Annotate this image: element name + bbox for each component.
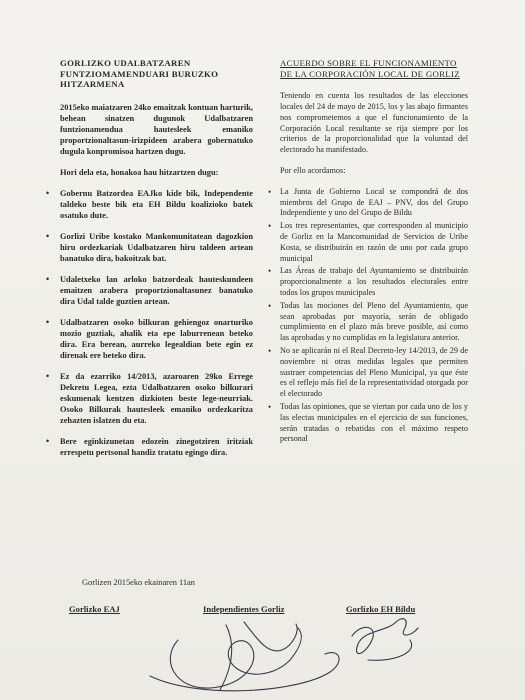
bullet-icon: • [268, 401, 272, 412]
list-item: • Gobernu Batzordea EAJko kide bik, Independente taldeko beste bik eta EH Bildu koalizioko batek osatuko dute. [46, 187, 253, 220]
bullet-icon: • [268, 186, 272, 197]
basque-title: GORLIZKO UDALBATZAREN FUNTZIOMAMENDUARI BURUZKO HITZARMENA [60, 58, 219, 90]
signature-stroke-eaj [170, 628, 301, 688]
bullet-icon: • [46, 370, 50, 381]
list-item: • Las Áreas de trabajo del Ayuntamiento se distribuirán proporcionalmente a los resultados electorales entre todos los grupos municipales [268, 266, 468, 297]
signature-stroke-independientes [220, 622, 297, 690]
list-item: • Todas las mociones del Pleno del Ayuntamiento, que sean aprobadas por mayoría, serán de obligado cumplimiento en el plazo más breve posible, así como las aprobadas y no cumplidas en la legislatura anterior. [268, 300, 468, 343]
signature-stroke-loop [150, 653, 339, 691]
bullet-icon: • [46, 435, 50, 446]
list-item: • Udaletxeko lan arloko batzordeak hauteskundeen emaitzen arabera proportzionaltasunez banatuko dira Udal talde guztien artean. [46, 273, 253, 306]
list-item: • Gorlizi Uribe kostako Mankomunitatean dagozkion hiru ordezkariak Udalbatzaren hiru taldeen artean banatuko dira, bakoitzak bat. [46, 230, 253, 263]
bullet-icon: • [46, 316, 50, 327]
list-item: • Bere eginkizunetan edozein zinegotziren iritziak errespetu pertsonal handiz tratatu egingo dira. [46, 435, 253, 457]
spanish-list [268, 186, 468, 445]
spanish-column [268, 58, 468, 447]
bullet-icon: • [268, 300, 272, 311]
signature-label-bildu: Gorlizko EH Bildu [346, 604, 416, 614]
bullet-icon: • [268, 345, 272, 356]
bullet-icon: • [268, 221, 272, 232]
list-item: • Ez da ezarriko 14/2013, azaroaren 29ko Errege Dekretu Legea, ezta Udalbatzaren osoko bilkurari eskumenak kentzen dizkioten beste lege-neurriak. Osoko Bilkurak hautesleek emaniko ordezkaritza zehazten islatzen du eta. [46, 370, 253, 425]
basque-list [46, 187, 253, 458]
bullet-icon: • [268, 266, 272, 277]
spanish-intro: Teniendo en cuenta los resultados de las elecciones locales del 24 de mayo de 2015, los y las abajo firmantes nos comprometemos a que el funcionamiento de la Corporación Local resultante se rija siempre por los criterios de la proporcionalidad que la voluntad del electorado ha manifestado. [280, 91, 468, 155]
signing-date: Gorlizen 2015eko ekainaren 11an [82, 578, 195, 587]
spanish-title: ACUERDO SOBRE EL FUNCIONAMIENTO DE LA CORPORACIÓN LOCAL DE GORLIZ [280, 58, 460, 79]
basque-intro: 2015eko maiatzaren 24ko emaitzak kontuan harturik, behean sinatzen dugunok Udalbatzaren funtzionamendua hautesleek emaniko proportzionaltasun-irizpideen arabera gobernatuko dugula konpromisoa hartzen dugu. [60, 102, 253, 156]
list-item: • No se aplicarán ni el Real Decreto-ley 14/2013, de 29 de noviembre ni otras medidas legales que permiten sustraer competencias del Pleno Municipal, ya que éste es el reflejo más fiel de la representatividad otorgada por el electorado [268, 345, 468, 399]
basque-lead: Hori dela eta, honakoa hau hitzartzen dugu: [60, 167, 219, 177]
list-item: • La Junta de Gobierno Local se compondrá de dos miembros del Grupo de EAJ – PNV, dos del Grupo Independiente y uno del Grupo de Bildu [268, 186, 468, 218]
bullet-icon: • [46, 273, 50, 284]
basque-column [46, 58, 253, 468]
signature-label-independientes: Independientes Gorliz [203, 604, 285, 614]
list-item: • Los tres representantes, que corresponden al municipio de Gorliz en la Mancomunidad de Servicios de Uribe Kosta, se distribuirán en razón de uno por cada grupo municipal [268, 221, 468, 263]
signature-label-eaj: Gorlizko EAJ [69, 604, 120, 614]
bullet-icon: • [46, 230, 50, 241]
bullet-icon: • [46, 187, 50, 198]
list-item: • Udalbatzaren osoko bilkuran gehiengoz onarturiko mozio guztiak, ahalik eta epe laburrenean beteko dira. Era berean, aurreko legealdian bete egin ez direnak ere beteko dira. [46, 316, 253, 360]
list-item: • Todas las opiniones, que se viertan por cada uno de los y las electas municipales en el ejercicio de sus funciones, serán tratadas o rebatidas con el máximo respeto personal [268, 401, 468, 444]
spanish-lead: Por ello acordamos: [280, 165, 346, 175]
signature-stroke-bildu [352, 619, 418, 661]
